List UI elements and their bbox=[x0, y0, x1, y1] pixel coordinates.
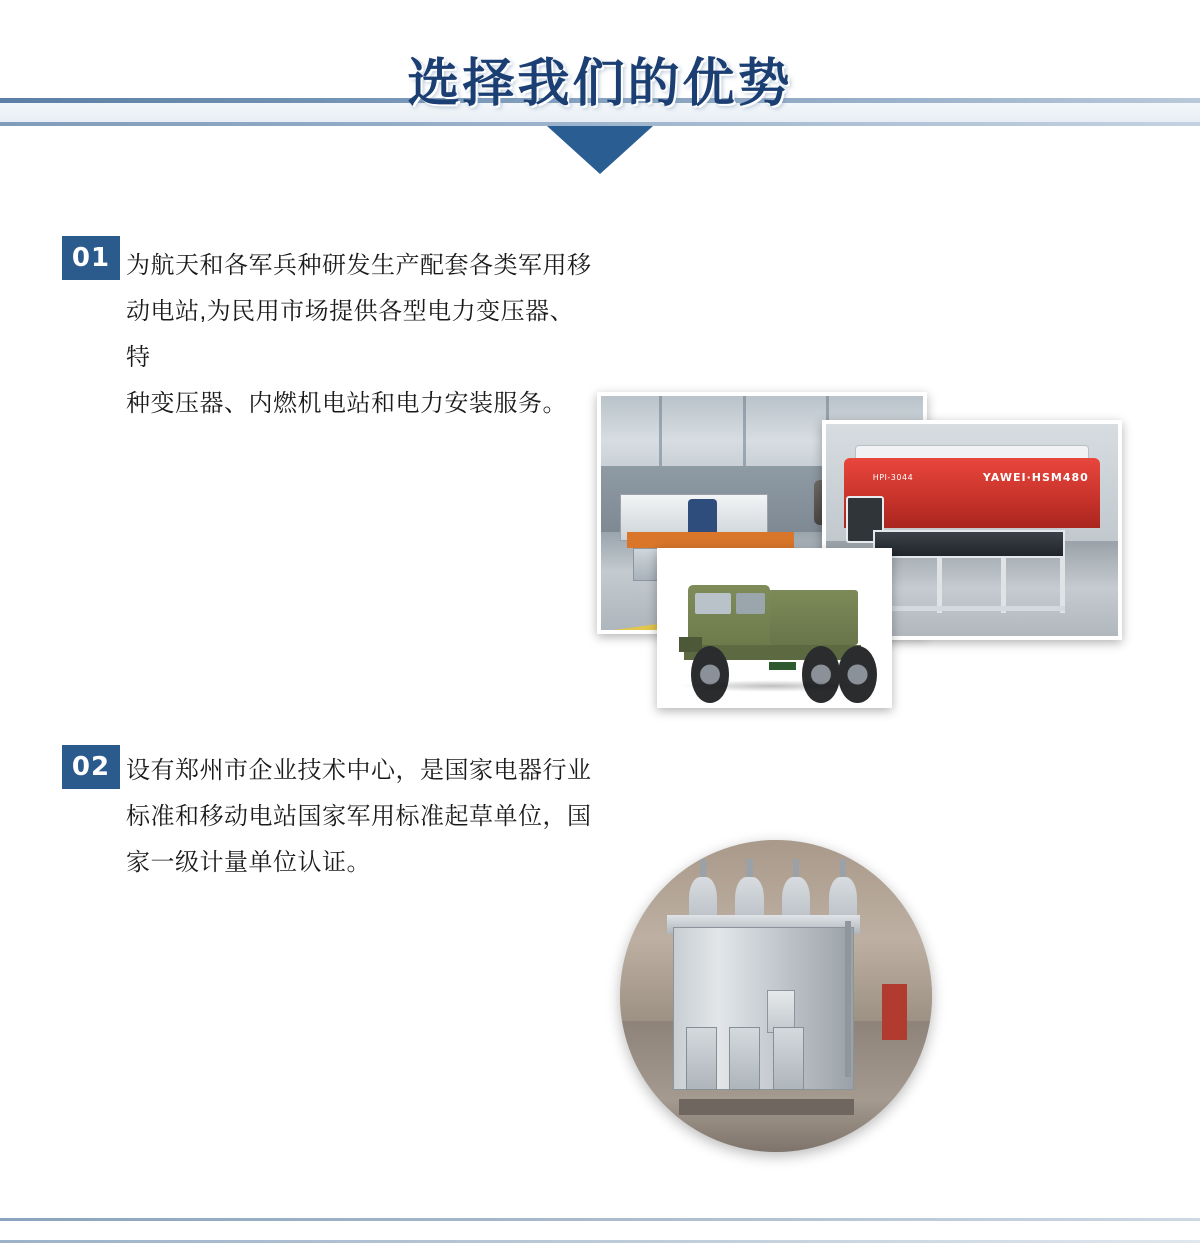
workshop-ceiling-beam bbox=[659, 396, 662, 471]
section-text-01-line-1: 为航天和各军兵种研发生产配套各类军用移 bbox=[126, 252, 592, 279]
section-text-01 bbox=[126, 243, 596, 427]
transformer-base bbox=[679, 1099, 854, 1115]
truck-wheel bbox=[838, 646, 877, 703]
workshop-bench-top bbox=[627, 532, 794, 548]
section-number-badge-01: 01 bbox=[62, 236, 120, 280]
cnc-table-leg bbox=[1001, 558, 1006, 613]
footer-rule-top bbox=[0, 1218, 1200, 1221]
section-text-02-line-2: 标准和移动电站国家军用标准起草单位，国 bbox=[126, 803, 592, 830]
section-text-01-line-3: 种变压器、内燃机电站和电力安装服务。 bbox=[126, 390, 567, 417]
cnc-brand-label: YAWEI·HSM480 bbox=[982, 470, 1089, 484]
transformer-radiator bbox=[686, 1027, 717, 1089]
transformer-radiator bbox=[729, 1027, 760, 1089]
section-text-01-line-2: 动电站,为民用市场提供各型电力变压器、特 bbox=[126, 298, 575, 371]
workshop-ceiling-beam bbox=[743, 396, 746, 471]
truck-side-window bbox=[736, 593, 766, 614]
cnc-base-rail bbox=[873, 606, 1066, 611]
cnc-model-label: HPI-3044 bbox=[872, 472, 914, 482]
section-number-badge-02: 02 bbox=[62, 745, 120, 789]
transformer-red-cabinet bbox=[882, 984, 907, 1040]
page-title: 选择我们的优势 bbox=[407, 55, 793, 113]
transformer-radiator bbox=[773, 1027, 804, 1089]
truck-wheel bbox=[691, 646, 730, 703]
transformer-pipe bbox=[845, 921, 851, 1077]
truck-windshield bbox=[695, 593, 731, 614]
section-text-02 bbox=[126, 748, 596, 886]
truck-shadow bbox=[679, 680, 865, 692]
cnc-table-legs bbox=[873, 558, 1066, 613]
section-text-02-line-3: 家一级计量单位认证。 bbox=[126, 849, 371, 876]
page-header bbox=[0, 0, 1200, 140]
truck-cargo-box bbox=[768, 590, 859, 645]
truck-wheel bbox=[802, 646, 841, 703]
header-arrow-icon bbox=[547, 126, 653, 174]
military-truck-photo bbox=[657, 548, 892, 708]
truck-license-plate bbox=[768, 661, 798, 670]
power-transformer-photo bbox=[620, 840, 932, 1152]
workshop-worker bbox=[688, 499, 717, 534]
section-text-02-line-1: 设有郑州市企业技术中心，是国家电器行业 bbox=[126, 757, 592, 784]
cnc-worktable bbox=[873, 530, 1066, 558]
footer-rule-bottom bbox=[0, 1240, 1200, 1243]
cnc-table-leg bbox=[937, 558, 942, 613]
